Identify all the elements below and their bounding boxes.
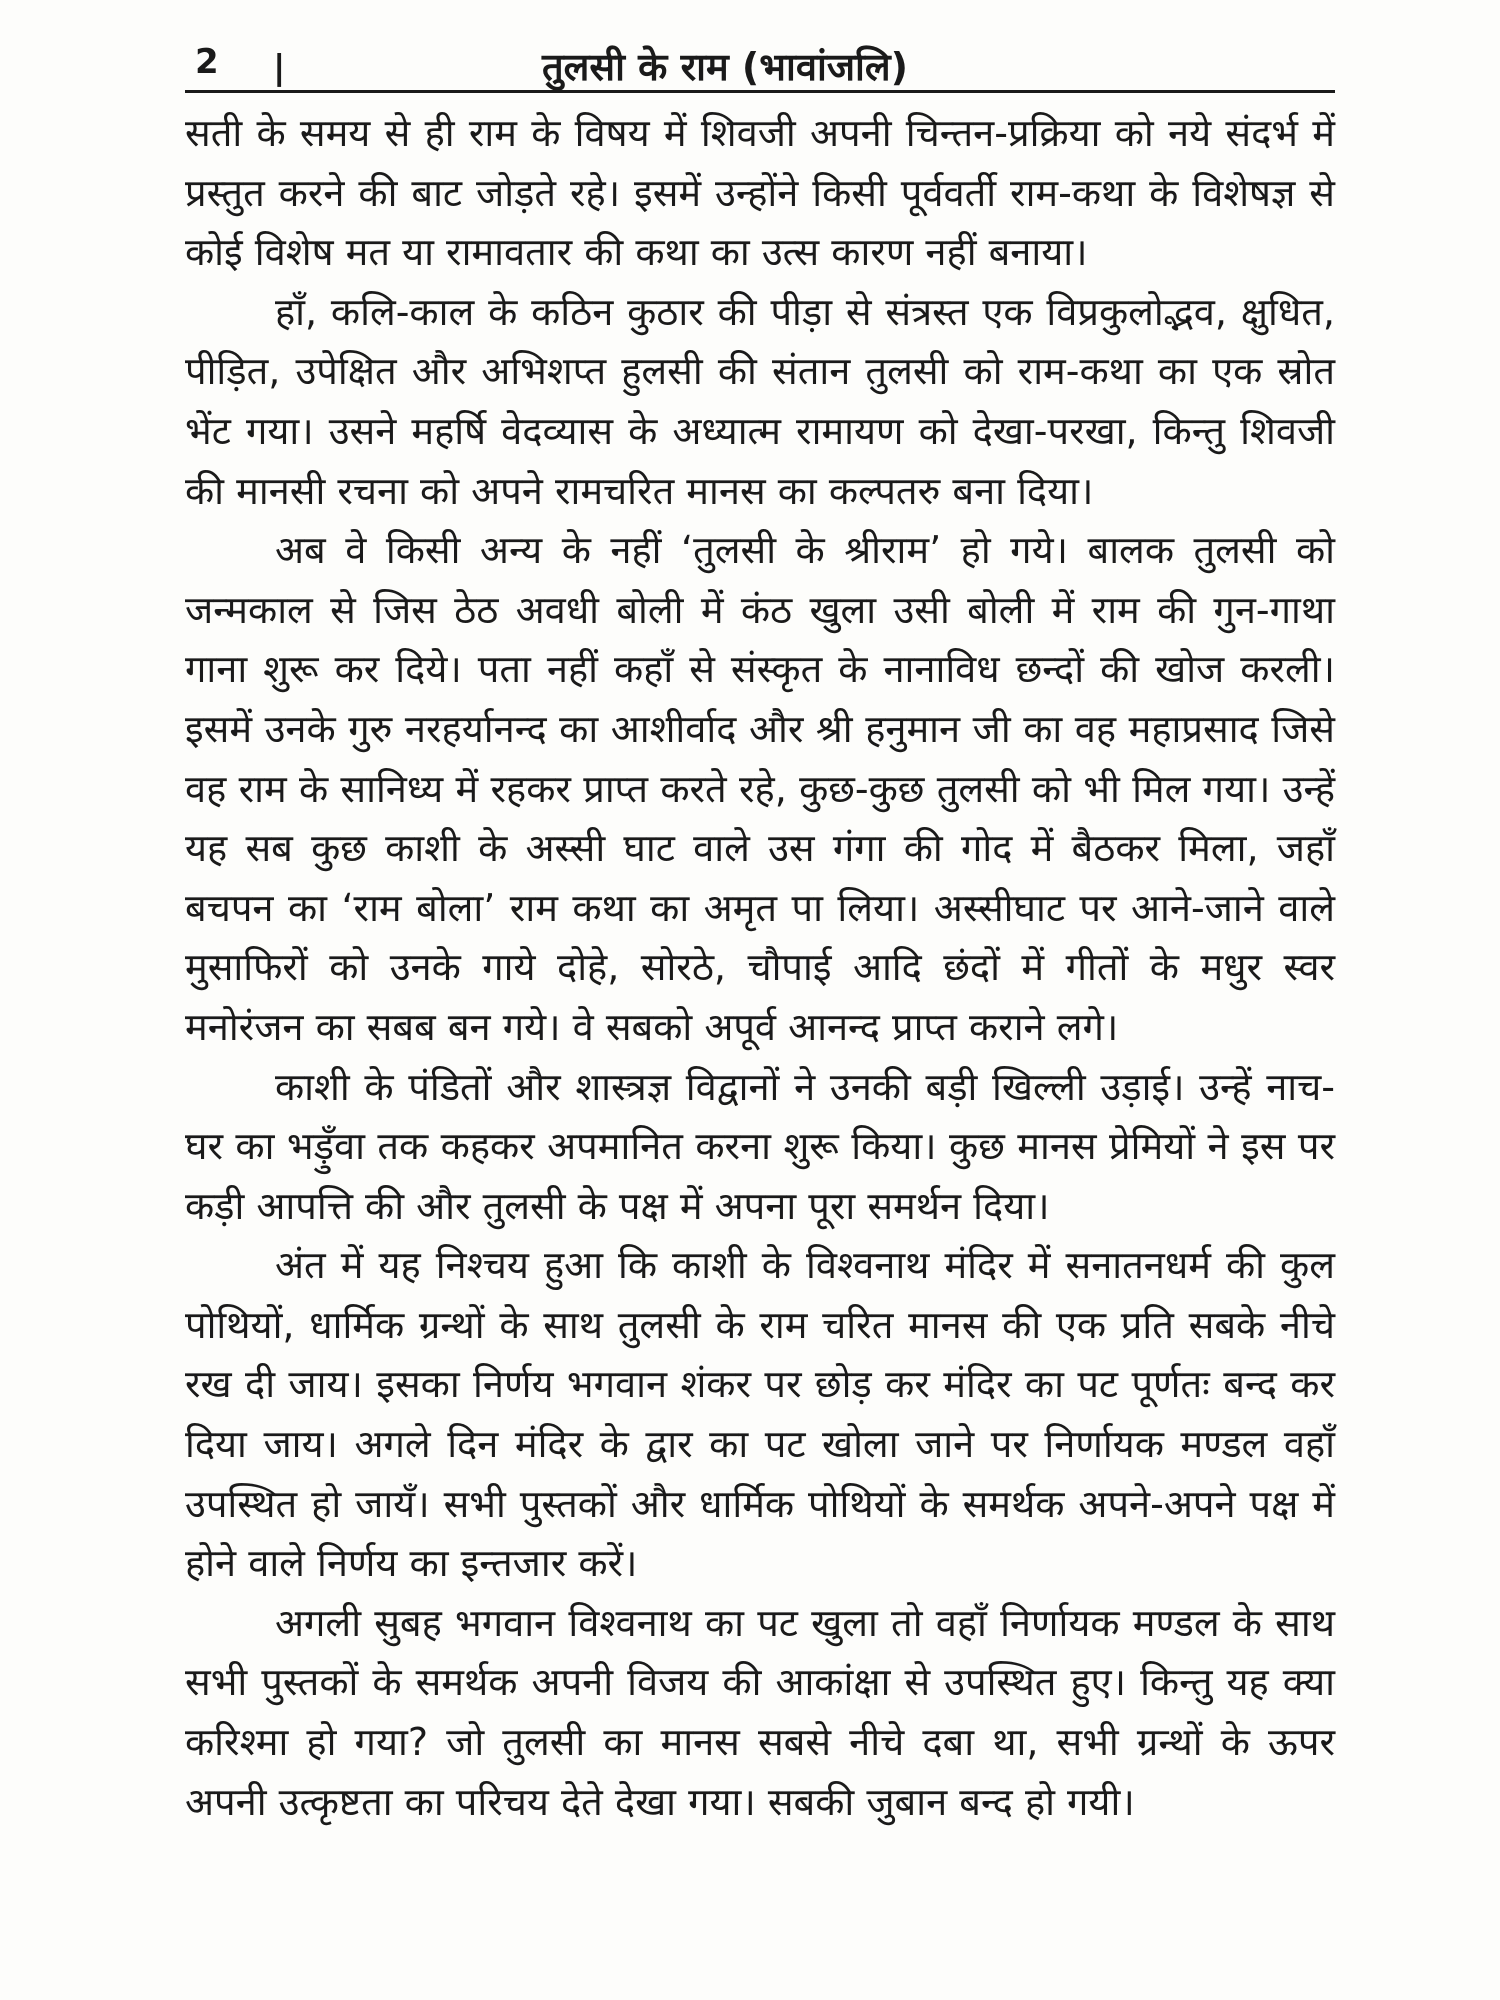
paragraph-1: सती के समय से ही राम के विषय में शिवजी अपनी चिन्तन-प्रक्रिया को नये संदर्भ में प्रस्तुत करने की बाट जोड़ते रहे। इसमें उन्होंने किसी पूर्ववर्ती राम-कथा के विशेषज्ञ से कोई विशेष मत या रामावतार की कथा का उत्स कारण नहीं बनाया। bbox=[185, 111, 1335, 275]
body-text bbox=[185, 104, 1335, 1832]
paragraph-4: काशी के पंडितों और शास्त्रज्ञ विद्वानों ने उनकी बड़ी खिल्ली उड़ाई। उन्हें नाच-घर का भड़ुँवा तक कहकर अपमानित करना शुरू किया। कुछ मानस प्रेमियों ने इस पर कड़ी आपत्ति की और तुलसी के पक्ष में अपना पूरा समर्थन दिया। bbox=[185, 1064, 1335, 1228]
paragraph-3: अब वे किसी अन्य के नहीं ‘तुलसी के श्रीराम’ हो गये। बालक तुलसी को जन्मकाल से जिस ठेठ अवधी बोली में कंठ खुला उसी बोली में राम की गुन-गाथा गाना शुरू कर दिये। पता नहीं कहाँ से संस्कृत के नानाविध छन्दों की खोज करली। इसमें उनके गुरु नरहर्यानन्द का आशीर्वाद और श्री हनुमान जी का वह महाप्रसाद जिसे वह राम के सानिध्य में रहकर प्राप्त करते रहे, कुछ-कुछ तुलसी को भी मिल गया। उन्हें यह सब कुछ काशी के अस्सी घाट वाले उस गंगा की गोद में बैठकर मिला, जहाँ बचपन का ‘राम बोला’ राम कथा का अमृत पा लिया। अस्सीघाट पर आने-जाने वाले मुसाफिरों को उनके गाये दोहे, सोरठे, चौपाई आदि छंदों में गीतों के मधुर स्वर मनोरंजन का सबब बन गये। वे सबको अपूर्व आनन्द प्राप्त कराने लगे। bbox=[185, 528, 1335, 1049]
header-separator: | bbox=[273, 48, 286, 88]
paragraph-5: अंत में यह निश्चय हुआ कि काशी के विश्वनाथ मंदिर में सनातनधर्म की कुल पोथियों, धार्मिक ग्रन्थों के साथ तुलसी के राम चरित मानस की एक प्रति सबके नीचे रख दी जाय। इसका निर्णय भगवान शंकर पर छोड़ कर मंदिर का पट पूर्णतः बन्द कर दिया जाय। अगले दिन मंदिर के द्वार का पट खोला जाने पर निर्णायक मण्डल वहाँ उपस्थित हो जायँ। सभी पुस्तकों और धार्मिक पोथियों के समर्थक अपने-अपने पक्ष में होने वाले निर्णय का इन्तजार करें। bbox=[185, 1243, 1335, 1586]
book-title: तुलसी के राम (भावांजलि) bbox=[542, 45, 908, 89]
page-number: 2 bbox=[195, 42, 219, 82]
paragraph-6: अगली सुबह भगवान विश्वनाथ का पट खुला तो वहाँ निर्णायक मण्डल के साथ सभी पुस्तकों के समर्थक अपनी विजय की आकांक्षा से उपस्थित हुए। किन्तु यह क्या करिश्मा हो गया? जो तुलसी का मानस सबसे नीचे दबा था, सभी ग्रन्थों के ऊपर अपनी उत्कृष्टता का परिचय देते देखा गया। सबकी जुबान बन्द हो गयी। bbox=[185, 1600, 1335, 1824]
running-header bbox=[185, 30, 1335, 92]
header-rule bbox=[185, 90, 1335, 93]
paragraph-2: हाँ, कलि-काल के कठिन कुठार की पीड़ा से संत्रस्त एक विप्रकुलोद्भव, क्षुधित, पीड़ित, उपेक्षित और अभिशप्त हुलसी की संतान तुलसी को राम-कथा का एक स्रोत भेंट गया। उसने महर्षि वेदव्यास के अध्यात्म रामायण को देखा-परखा, किन्तु शिवजी की मानसी रचना को अपने रामचरित मानस का कल्पतरु बना दिया। bbox=[185, 289, 1335, 513]
